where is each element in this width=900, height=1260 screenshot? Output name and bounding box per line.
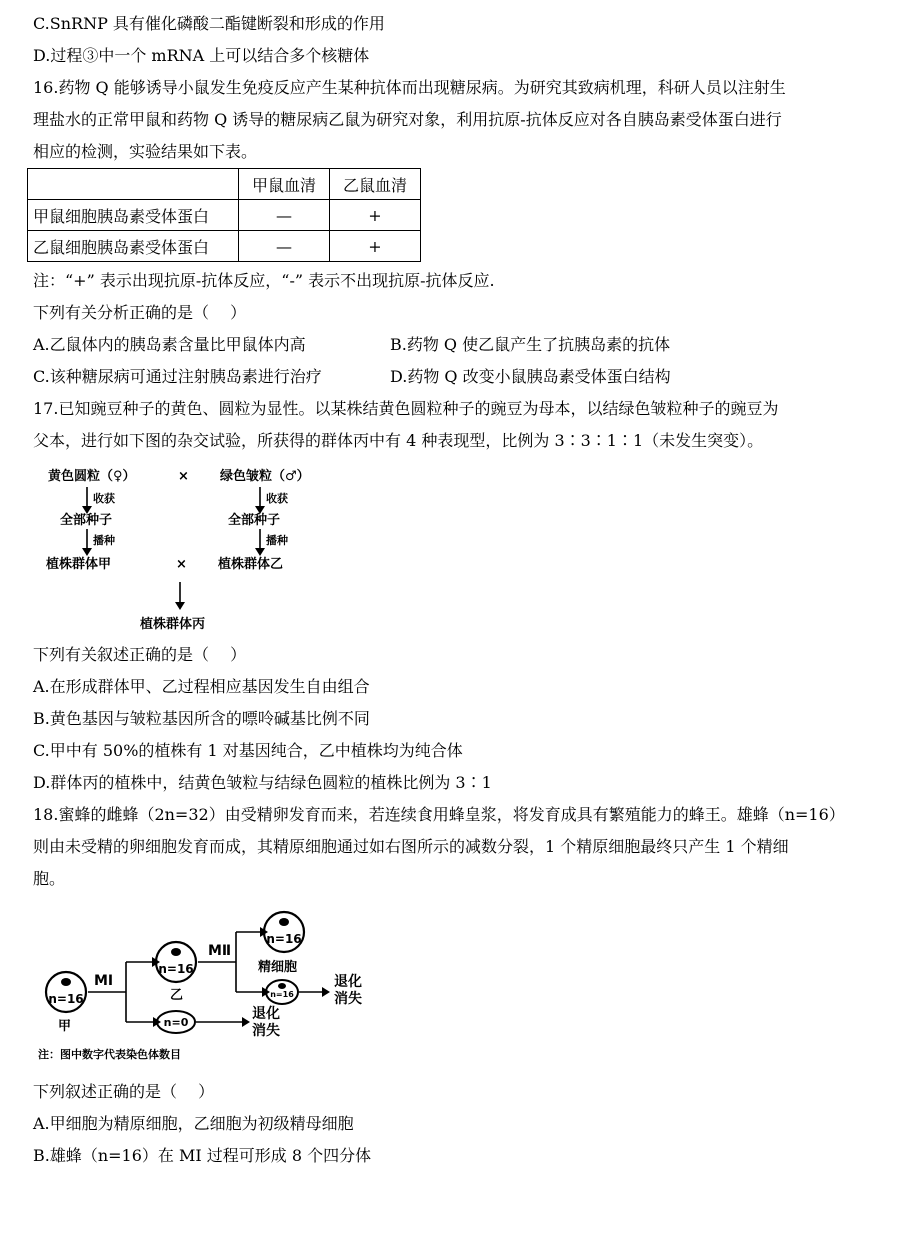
cell-jia-count: n=16 bbox=[48, 992, 84, 1006]
q17-question: 下列有关叙述正确的是（ ） bbox=[33, 645, 247, 664]
q16-table-note: 注：“+” 表示出现抗原-抗体反应，“-” 表示不出现抗原-抗体反应. bbox=[33, 271, 495, 290]
q16-stem-line1: 16.药物 Q 能够诱导小鼠发生免疫反应产生某种抗体而出现糖尿病。为研究其致病机理，科研人员以注射生 bbox=[33, 78, 786, 97]
table-header-empty bbox=[28, 169, 239, 200]
row-label: 乙鼠细胞胰岛素受体蛋白 bbox=[28, 231, 239, 262]
q16-stem-line2: 理盐水的正常甲鼠和药物 Q 诱导的糖尿病乙鼠为研究对象，利用抗原-抗体反应对各自胰岛素受体蛋白进行 bbox=[33, 110, 782, 129]
male-parent-label: 绿色皱粒（♂） bbox=[220, 469, 310, 484]
option-d-q15: D.过程③中一个 mRNA 上可以结合多个核糖体 bbox=[33, 46, 370, 65]
meiosis-one-label: MⅠ bbox=[94, 973, 114, 989]
q17-stem-line1: 17.已知豌豆种子的黄色、圆粒为显性。以某株结黄色圆粒种子的豌豆为母本，以结绿色皱粒种子的豌豆为 bbox=[33, 399, 779, 418]
population-jia-label: 植株群体甲 bbox=[46, 557, 112, 572]
q18-question: 下列叙述正确的是（ ） bbox=[33, 1082, 215, 1101]
population-yi-label: 植株群体乙 bbox=[218, 557, 284, 572]
row-label: 甲鼠细胞胰岛素受体蛋白 bbox=[28, 200, 239, 231]
table-row bbox=[28, 231, 421, 262]
q16-option-d: D.药物 Q 改变小鼠胰岛素受体蛋白结构 bbox=[390, 367, 671, 386]
q17-stem-line2: 父本，进行如下图的杂交试验，所获得的群体丙中有 4 种表现型，比例为 3∶3∶1∶1（未发生突变）。 bbox=[33, 431, 764, 450]
sow-label: 播种 bbox=[266, 534, 288, 547]
cross-diagram bbox=[40, 462, 360, 634]
cell-result: + bbox=[330, 200, 421, 231]
cross-symbol: × bbox=[178, 469, 189, 484]
disappear-label: 消失 bbox=[334, 991, 362, 1007]
q18-option-b: B.雄蜂（n=16）在 MI 过程可形成 8 个四分体 bbox=[33, 1146, 372, 1165]
q16-results-table bbox=[27, 168, 421, 262]
cross-symbol: × bbox=[176, 557, 187, 572]
harvest-label: 收获 bbox=[93, 492, 115, 505]
q17-option-c: C.甲中有 50%的植株有 1 对基因纯合，乙中植株均为纯合体 bbox=[33, 741, 463, 760]
table-header-row bbox=[28, 169, 421, 200]
cell-yi-label: 乙 bbox=[170, 988, 184, 1003]
q16-question: 下列有关分析正确的是（ ） bbox=[33, 303, 247, 322]
harvest-label: 收获 bbox=[266, 492, 288, 505]
q17-option-a: A.在形成群体甲、乙过程相应基因发生自由组合 bbox=[33, 677, 370, 696]
q16-option-a: A.乙鼠体内的胰岛素含量比甲鼠体内高 bbox=[33, 335, 306, 354]
population-bing-label: 植株群体丙 bbox=[140, 617, 206, 632]
seeds-label: 全部种子 bbox=[228, 513, 281, 528]
meiosis-two-label: MⅡ bbox=[208, 943, 232, 959]
cell-result: — bbox=[239, 200, 330, 231]
seeds-label: 全部种子 bbox=[60, 513, 113, 528]
table-header-yi-serum: 乙鼠血清 bbox=[330, 169, 421, 200]
q18-stem-line3: 胞。 bbox=[33, 869, 66, 888]
degenerate-label: 退化 bbox=[334, 974, 362, 990]
small-cell-count: n=16 bbox=[270, 990, 294, 999]
q18-option-a: A.甲细胞为精原细胞，乙细胞为初级精母细胞 bbox=[33, 1114, 354, 1133]
sperm-cell-count: n=16 bbox=[266, 932, 302, 946]
cell-result: + bbox=[330, 231, 421, 262]
table-header-jia-serum: 甲鼠血清 bbox=[239, 169, 330, 200]
disappear-label: 消失 bbox=[252, 1023, 280, 1039]
cell-zero-count: n=0 bbox=[163, 1016, 189, 1029]
meiosis-diagram bbox=[36, 906, 396, 1066]
q16-option-c: C.该种糖尿病可通过注射胰岛素进行治疗 bbox=[33, 367, 322, 386]
degenerate-label: 退化 bbox=[252, 1006, 280, 1022]
sow-label: 播种 bbox=[93, 534, 115, 547]
option-c-q15: C.SnRNP 具有催化磷酸二酯键断裂和形成的作用 bbox=[33, 14, 385, 33]
sperm-cell-label: 精细胞 bbox=[258, 960, 298, 975]
q18-stem-line1: 18.蜜蜂的雌蜂（2n=32）由受精卵发育而来，若连续食用蜂皇浆，将发育成具有繁殖能力的蜂王。雄蜂（n=16） bbox=[33, 805, 845, 824]
q17-option-d: D.群体丙的植株中，结黄色皱粒与结绿色圆粒的植株比例为 3∶1 bbox=[33, 773, 492, 792]
q16-option-b: B.药物 Q 使乙鼠产生了抗胰岛素的抗体 bbox=[390, 335, 671, 354]
female-parent-label: 黄色圆粒（♀） bbox=[48, 469, 136, 484]
q18-stem-line2: 则由未受精的卵细胞发育而成，其精原细胞通过如右图所示的减数分裂，1 个精原细胞最终只产生 1 个精细 bbox=[33, 837, 789, 856]
diagram-note: 注：图中数字代表染色体数目 bbox=[38, 1048, 181, 1061]
cell-jia-label: 甲 bbox=[58, 1019, 72, 1034]
q16-stem-line3: 相应的检测，实验结果如下表。 bbox=[33, 142, 258, 161]
q17-option-b: B.黄色基因与皱粒基因所含的嘌呤碱基比例不同 bbox=[33, 709, 370, 728]
cell-yi-count: n=16 bbox=[158, 962, 194, 976]
cell-result: — bbox=[239, 231, 330, 262]
table-row bbox=[28, 200, 421, 231]
